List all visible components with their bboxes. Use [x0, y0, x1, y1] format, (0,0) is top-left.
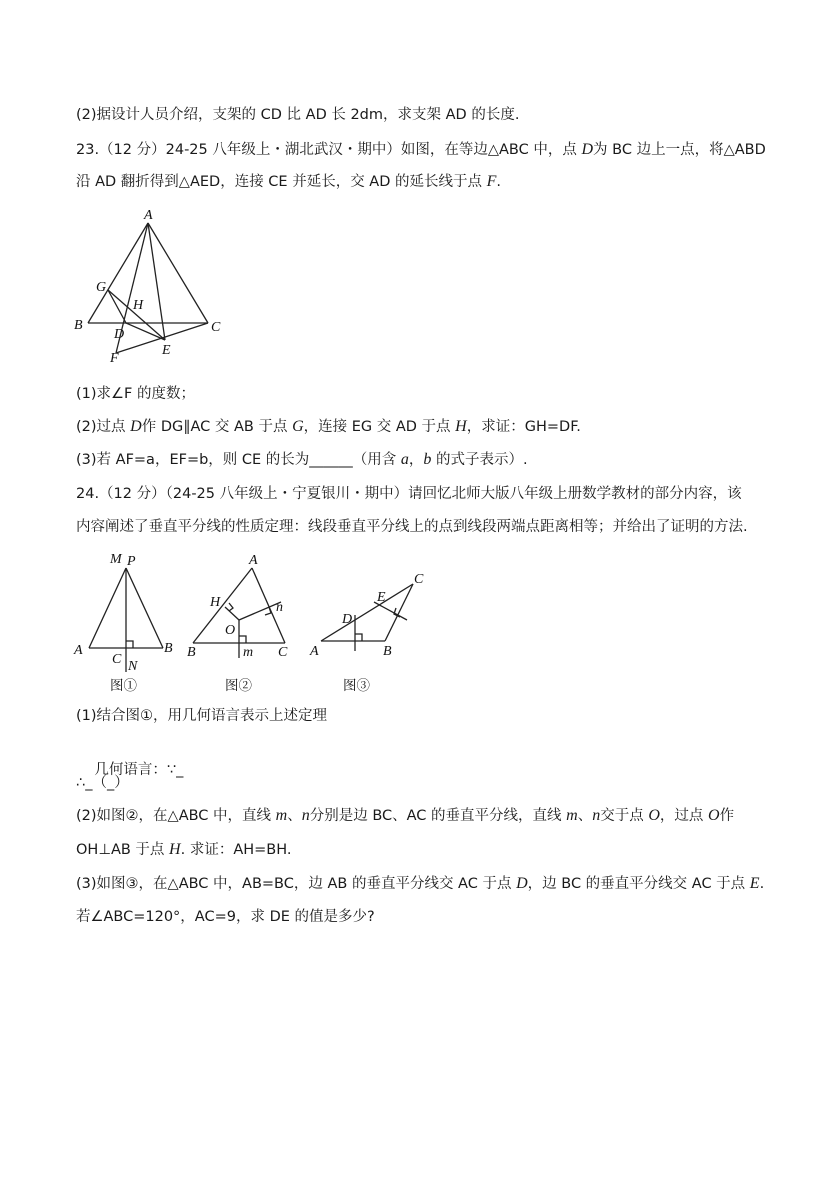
question-24-part3-line2 [76, 907, 375, 927]
line-text: (1)结合图①，用几何语言表示上述定理 [76, 708, 328, 724]
line-text: (3)若 AF=a，EF=b，则 CE 的长为______（用含 [76, 452, 401, 468]
right-angle-mark-ab [355, 634, 362, 641]
label-B: B [74, 318, 83, 333]
segment-AB [193, 568, 252, 643]
line-text: 24.（12 分）（24-25 八年级上・宁夏银川・期中）请回忆北师大版八年级上册数学教材的部分内容，该 [76, 486, 742, 502]
var-n: n [592, 807, 601, 824]
label-B: B [164, 641, 173, 656]
line-text: . 求证：AH=BH. [180, 842, 292, 858]
var-H: H [455, 418, 467, 435]
question-24-part1 [76, 706, 327, 726]
label-G: G [96, 280, 107, 295]
var-H: H [169, 841, 181, 858]
var-D: D [130, 418, 142, 435]
line-text: (1)求∠F 的度数； [76, 386, 195, 402]
label-B: B [383, 644, 392, 659]
line-text: (2)过点 [76, 419, 131, 435]
label-A: A [310, 644, 319, 659]
label-n: n [276, 600, 283, 615]
var-O: O [708, 807, 720, 824]
figure-1 [70, 548, 180, 696]
label-A: A [144, 208, 153, 223]
caption-figure-3: 图③ [343, 678, 370, 694]
line-text: 的式子表示）. [431, 452, 528, 468]
label-C: C [112, 652, 122, 667]
question-24-therefore [76, 773, 129, 793]
var-b: b [423, 451, 432, 468]
var-n: n [301, 807, 310, 824]
var-m: m [275, 807, 288, 824]
question-24-stem-line2 [76, 517, 748, 537]
right-angle-mark-h [229, 603, 233, 611]
text-line [76, 105, 519, 125]
label-H: H [210, 595, 221, 610]
line-text: 为 BC 边上一点，将△ABD [593, 142, 766, 158]
figure-3 [305, 565, 430, 696]
label-A: A [74, 643, 83, 658]
var-m: m [566, 807, 578, 824]
label-E: E [377, 590, 386, 605]
line-text: 作 [719, 808, 735, 824]
caption-figure-2: 图② [225, 678, 252, 694]
line-text: 、 [577, 808, 593, 824]
line-text: ，连接 EG 交 AD 于点 [303, 419, 456, 435]
question-23-part2 [76, 417, 581, 437]
question-24-part2-line1 [76, 806, 734, 826]
label-E: E [162, 343, 171, 358]
segment-DG [108, 290, 126, 323]
line-text: . [759, 876, 765, 892]
label-D: D [342, 612, 353, 627]
var-F: F [486, 173, 497, 190]
var-D: D [581, 141, 594, 158]
right-angle-mark-m [239, 636, 246, 643]
label-M: M [110, 552, 122, 567]
line-n [239, 602, 281, 620]
line-text: ， [408, 452, 424, 468]
label-F: F [110, 351, 119, 366]
figure-2 [185, 548, 300, 696]
question-24-part3-line1 [76, 874, 764, 894]
question-24-stem-line1 [76, 484, 742, 504]
label-m: m [243, 645, 254, 660]
label-O: O [225, 623, 236, 638]
line-text: 23.（12 分）24-25 八年级上・湖北武汉・期中）如图，在等边△ABC 中，点 [76, 142, 582, 158]
line-text: ∴_（_） [76, 775, 129, 791]
segment-PA [89, 568, 126, 648]
line-text: (2)据设计人员介绍，支架的 CD 比 AD 长 2dm，求支架 AD 的长度. [76, 107, 520, 123]
line-text: . [496, 174, 502, 190]
caption-figure-1: 图① [110, 678, 137, 694]
label-D: D [114, 327, 125, 342]
line-text: (2)如图②，在△ABC 中，直线 [76, 808, 276, 824]
label-P: P [127, 554, 136, 569]
label-N: N [128, 659, 138, 674]
question-23-stem-line1 [76, 140, 766, 160]
line-text: 作 DG∥AC 交 AB 于点 [141, 419, 293, 435]
right-angle-mark [126, 641, 133, 648]
var-G: G [292, 418, 304, 435]
line-text: 几何语言：∵_ [85, 762, 184, 778]
label-H: H [133, 298, 144, 313]
label-C: C [211, 320, 221, 335]
line-text: OH⊥AB 于点 [76, 842, 170, 858]
line-text: 若∠ABC=120°，AC=9，求 DE 的值是多少? [76, 909, 375, 925]
label-A: A [249, 553, 258, 568]
var-E: E [749, 875, 760, 892]
line-text: (3)如图③，在△ABC 中，AB=BC，边 AB 的垂直平分线交 AC 于点 [76, 876, 517, 892]
label-C: C [278, 645, 288, 660]
var-D: D [516, 875, 528, 892]
line-text: 交于点 [600, 808, 649, 824]
question-23-figure [70, 205, 230, 370]
question-23-part3 [76, 450, 528, 470]
line-text: 沿 AD 翻折得到△AED，连接 CE 并延长，交 AD 的延长线于点 [76, 174, 487, 190]
question-24-part2-line2 [76, 840, 292, 860]
line-text: ，过点 [659, 808, 708, 824]
segment-DE [126, 323, 165, 340]
line-text: 、 [287, 808, 302, 824]
segment-PB [126, 568, 163, 648]
line-text: 内容阐述了垂直平分线的性质定理：线段垂直平分线上的点到线段两端点距离相等；并给出了证明的方法. [76, 519, 748, 535]
line-text: 分别是边 BC、AC 的垂直平分线，直线 [309, 808, 567, 824]
line-text: ，边 BC 的垂直平分线交 AC 于点 [527, 876, 750, 892]
label-B: B [187, 645, 196, 660]
question-23-part1 [76, 384, 195, 404]
var-O: O [648, 807, 660, 824]
label-C: C [414, 572, 424, 587]
question-23-stem-line2 [76, 172, 501, 192]
line-text: ，求证：GH=DF. [466, 419, 581, 435]
var-a: a [400, 451, 409, 468]
segment-AC [148, 223, 208, 323]
